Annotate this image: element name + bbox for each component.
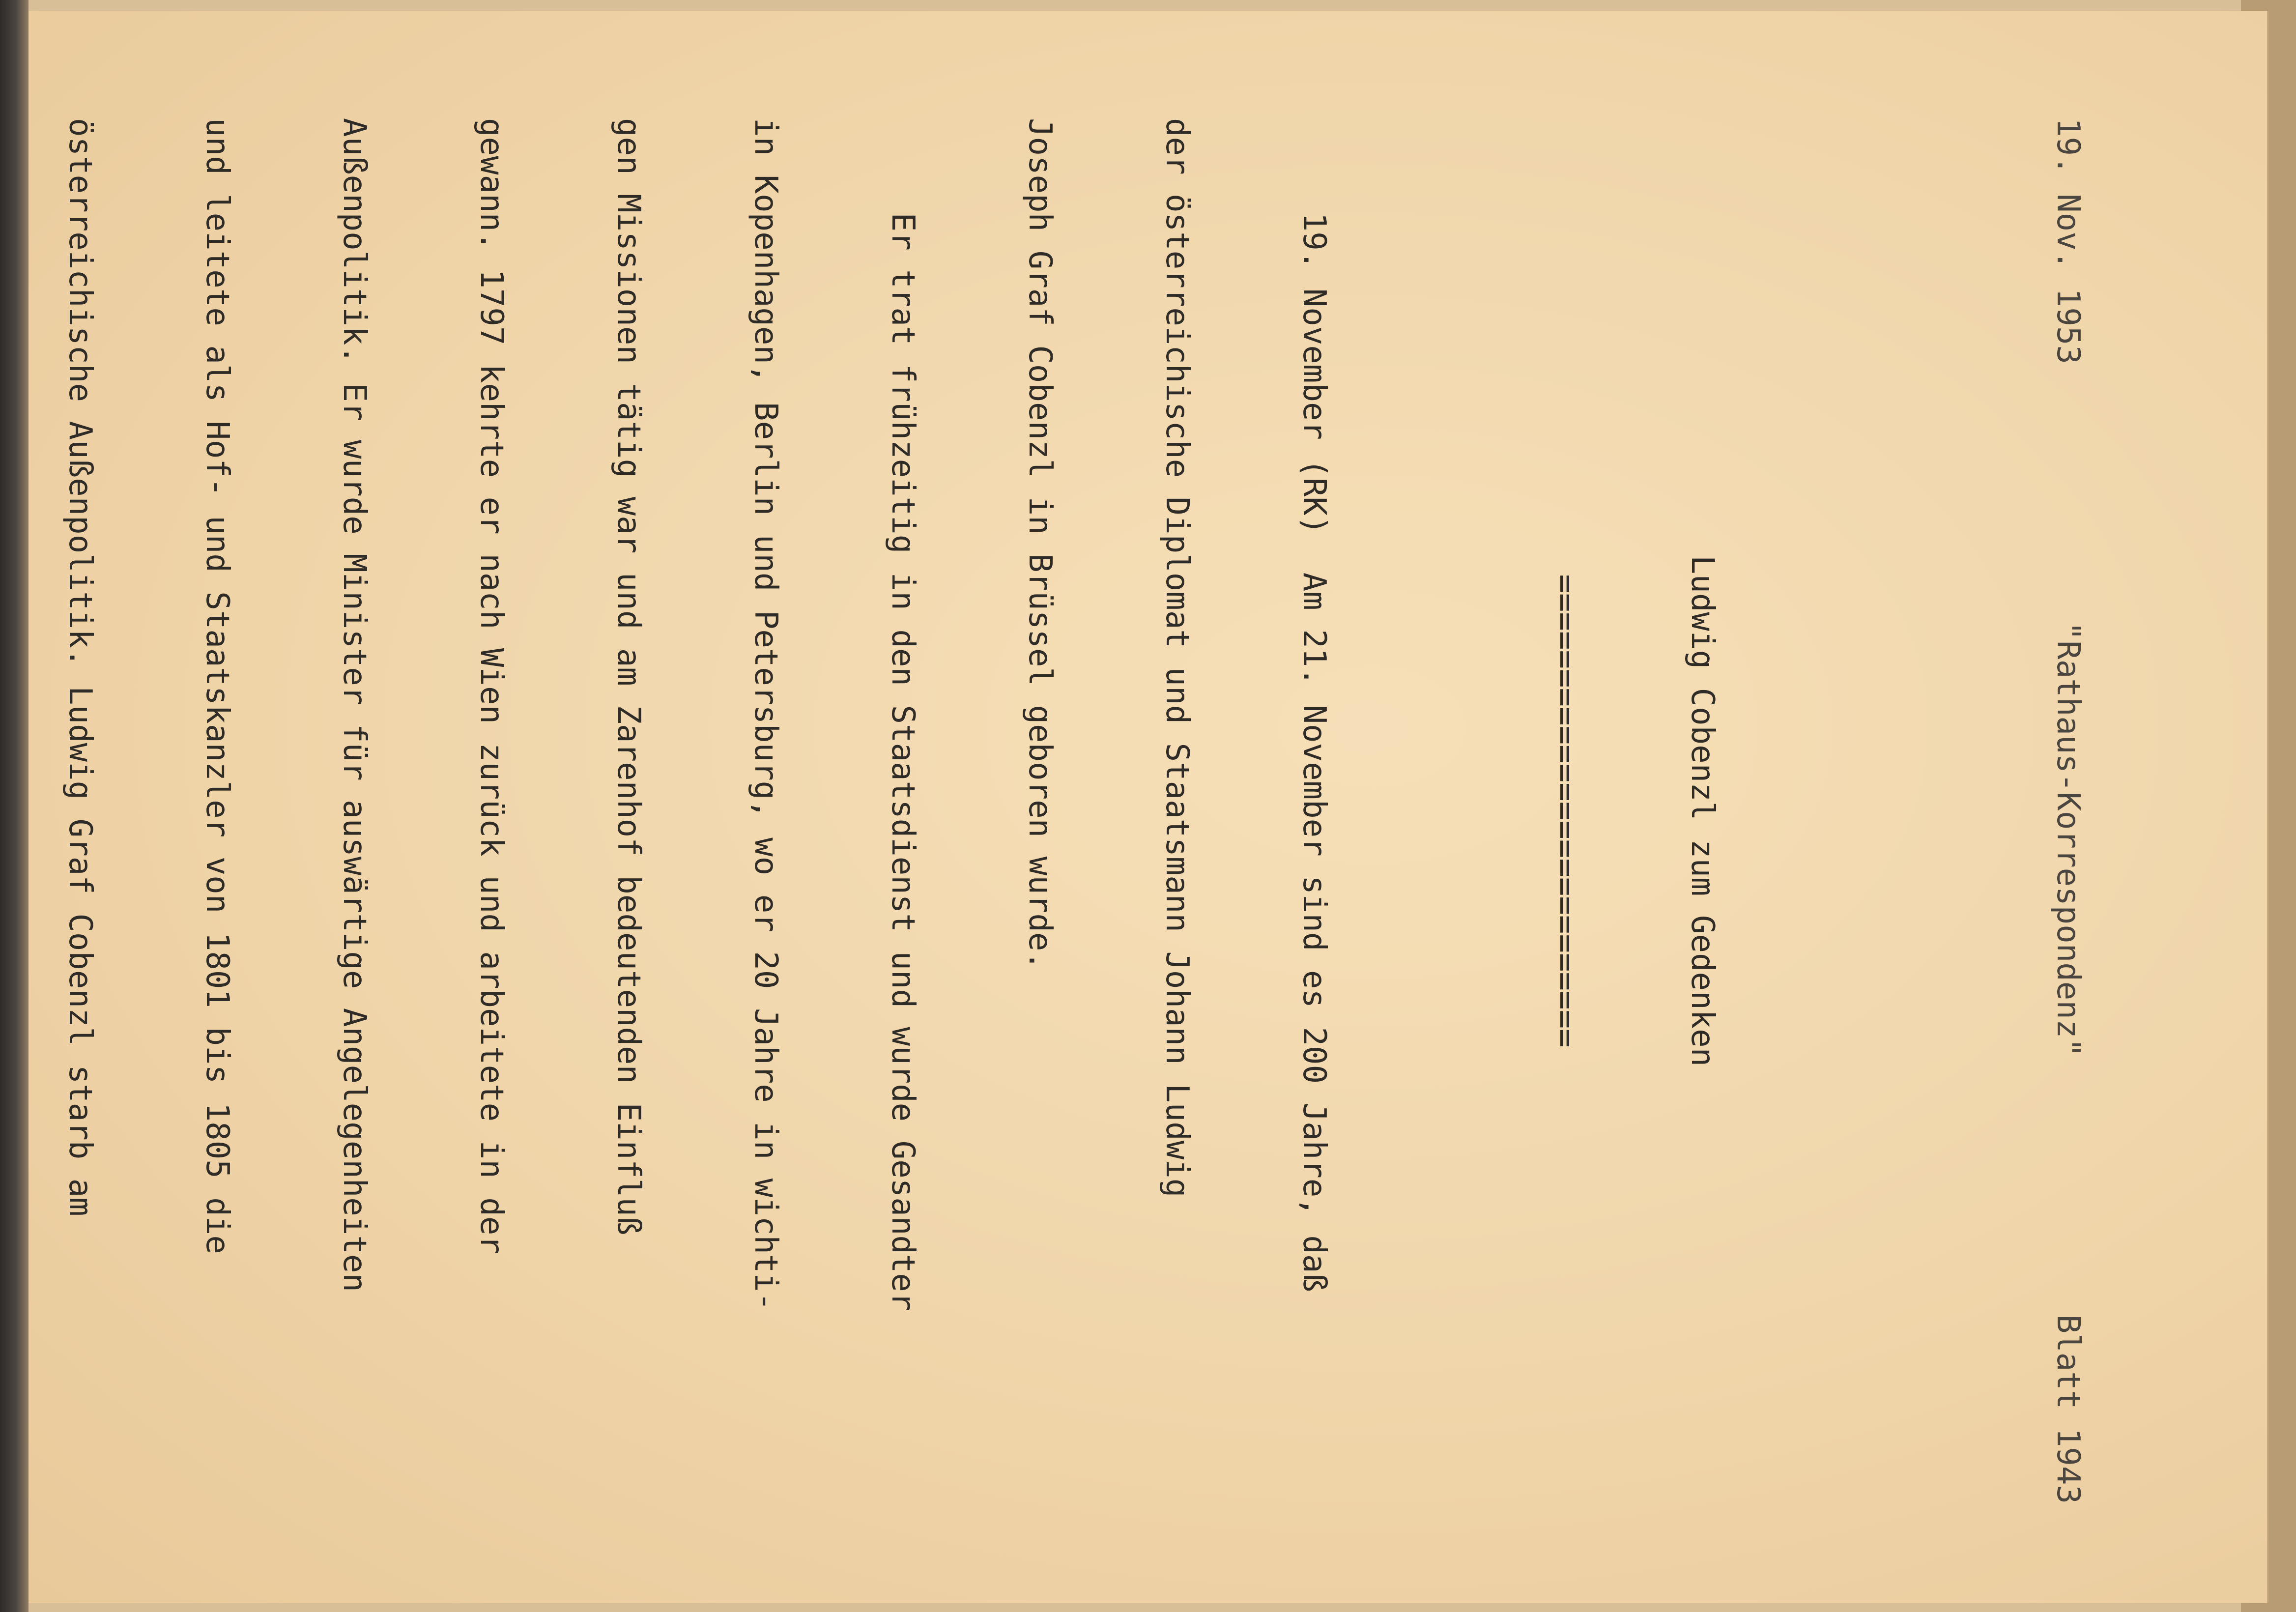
paragraph-line: in Kopenhagen, Berlin und Petersburg, wo er 20 Jahre in wichti- (747, 118, 784, 1311)
typed-text-block (62, 118, 2182, 1592)
paragraph-line: 19. November (RK) Am 21. November sind es 200 Jahre, daß (1296, 118, 1332, 1292)
paragraph-line: gewann. 1797 kehrte er nach Wien zurück und arbeitete in der (473, 118, 510, 1254)
paragraph-line: österreichische Außenpolitik. Ludwig Graf Cobenzl starb am (62, 118, 98, 1216)
header-sheet-number: Blatt 1943 (2050, 1314, 2086, 1504)
paragraph-line: Außenpolitik. Er wurde Minister für auswärtige Angelegenheiten (336, 118, 373, 1292)
paragraph-line: Joseph Graf Cobenzl in Brüssel geboren wurde. (1022, 118, 1058, 970)
header-publication: "Rathaus-Korrespondenz" (2050, 621, 2086, 1057)
paragraph-line: Er trat frühzeitig in den Staatsdienst und wurde Gesandter (885, 118, 921, 1311)
paragraph-line: gen Missionen tätig war und am Zarenhof bedeutenden Einfluß (610, 118, 647, 1236)
paragraph-line: und leitete als Hof- und Staatskanzler von 1801 bis 1805 die (199, 118, 235, 1254)
article-title-cobenzl: Ludwig Cobenzl zum Gedenken (1684, 555, 1721, 1067)
paragraph-line: der österreichische Diplomat und Staatsmann Johann Ludwig (1159, 118, 1195, 1198)
header-date: 19. Nov. 1953 (2050, 118, 2086, 364)
article-title-rule: ========================= (1547, 574, 1583, 1048)
page-header (2045, 118, 2091, 1504)
